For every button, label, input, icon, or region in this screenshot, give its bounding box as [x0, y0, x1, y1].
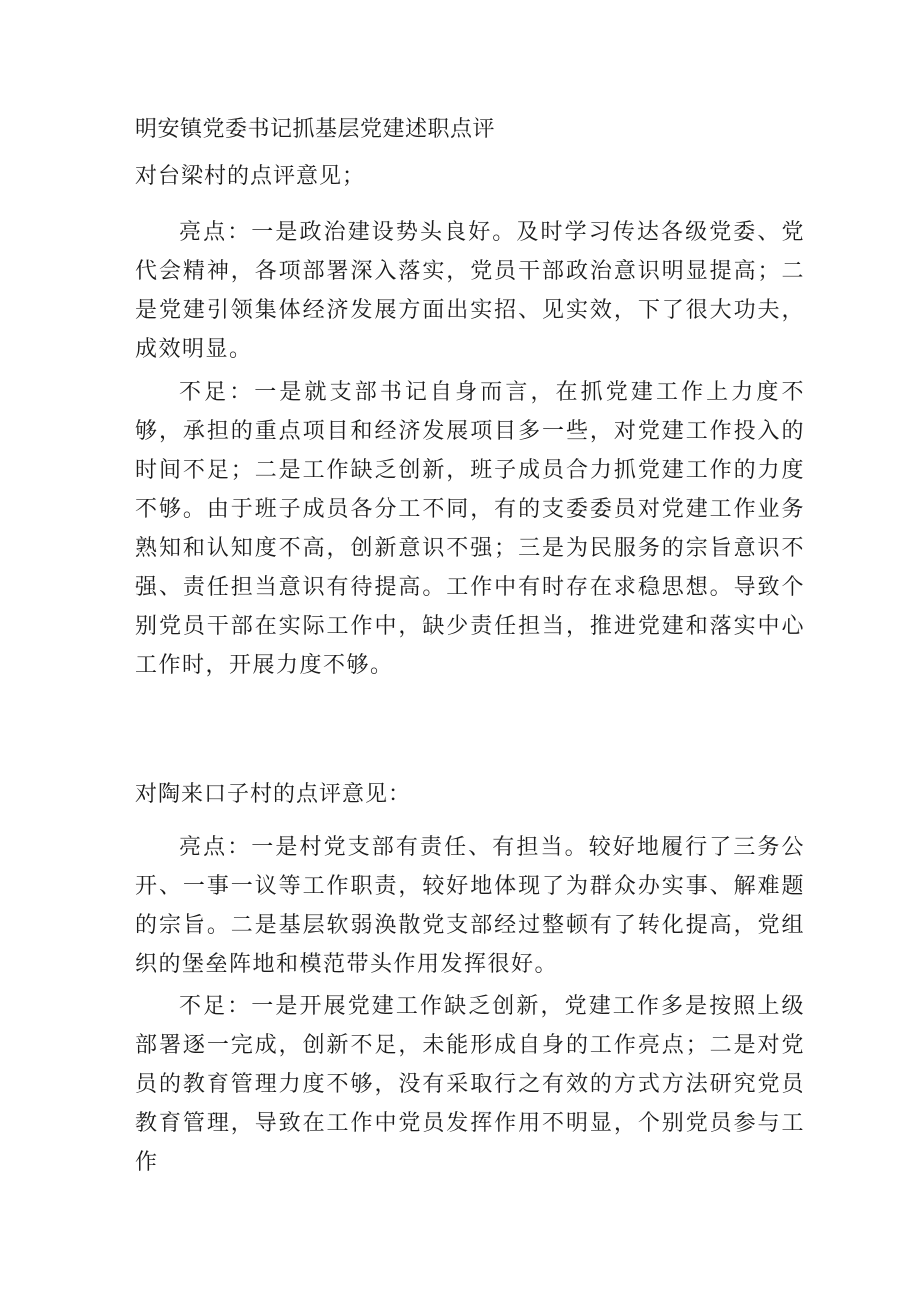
paragraph-taolaikouzi-highlights: 亮点：一是村党支部有责任、有担当。较好地履行了三务公开、一事一议等工作职责，较好地体现了为群众办实事、解难题的宗旨。二是基层软弱涣散党支部经过整顿有了转化提高，党组织的堡垒阵地和模范带头作用发挥很好。	[135, 835, 805, 977]
paragraph-taolaikouzi-shortcomings: 不足：一是开展党建工作缺乏创新，党建工作多是按照上级部署逐一完成，创新不足，未能形成自身的工作亮点；二是对党员的教育管理力度不够，没有采取行之有效的方式方法研究党员教育管理，导致在工作中党员发挥作用不明显，个别党员参与工作	[135, 994, 805, 1175]
document-title: 明安镇党委书记抓基层党建述职点评	[135, 117, 496, 142]
paragraph-tailiang-highlights: 亮点：一是政治建设势头良好。及时学习传达各级党委、党代会精神，各项部署深入落实，党员干部政治意识明显提高；二是党建引领集体经济发展方面出实招、见实效，下了很大功夫，成效明显。	[135, 220, 805, 362]
section-heading-taolaikouzi: 对陶来口子村的点评意见：	[135, 782, 412, 807]
paragraph-tailiang-shortcomings: 不足：一是就支部书记自身而言，在抓党建工作上力度不够，承担的重点项目和经济发展项目多一些，对党建工作投入的时间不足；二是工作缺乏创新，班子成员合力抓党建工作的力度不够。由于班子成员各分工不同，有的支委委员对党建工作业务熟知和认知度不高，创新意识不强；三是为民服务的宗旨意识不强、责任担当意识有待提高。工作中有时存在求稳思想。导致个别党员干部在实际工作中，缺少责任担当，推进党建和落实中心工作时，开展力度不够。	[135, 380, 805, 678]
section-heading-tailiang: 对台梁村的点评意见；	[135, 164, 366, 189]
